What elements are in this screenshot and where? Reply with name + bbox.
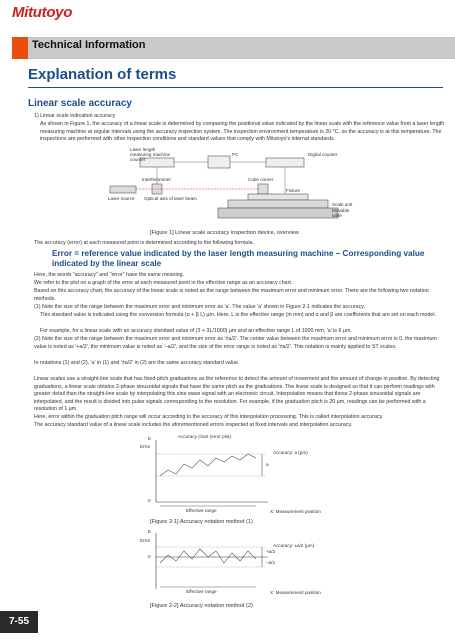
label-digital-counter: Digital counter <box>308 152 338 157</box>
label-laser-counter: Laser length measuring machine counter <box>130 147 171 162</box>
notation-2: (2) Note the size of the range between the maximum error and minimum error as '±a/2'. The center value between the maximum error and minimum error is 0, the maximum value is noted as '+a/2', the minimum value is noted as '–a/2', and the size of the error range is noted as '±a/2'. This notation is mainly applied to ST scales. <box>34 336 437 350</box>
pc-monitor <box>208 156 230 168</box>
fig21-effective-range: Effective range <box>186 508 217 513</box>
figure2-2 <box>138 529 368 601</box>
label-laser-source: Laser source <box>108 196 135 201</box>
figure2-1 <box>138 436 368 516</box>
figure2-2-plot <box>138 529 368 601</box>
fig22-y-axis-label: E <box>148 529 152 534</box>
notation-equivalence: In notations (1) and (2), 'a' in (1) and '±a/2' in (2) are the same accuracy standard value. <box>34 360 240 366</box>
intro-paragraph: As shown in Figure 1, the accuracy of a linear scale is determined by comparing the positional value indicated by the linear scale with the reference value from a laser length measuring machine at regular intervals using the accuracy inspection system. The inspection environment temperature is 20 °C, so the accuracy is at this temperature. The inspections are performed with other inspection conditions and standard values that comply with Mitutoyo's internal standards. <box>40 121 445 143</box>
notation-1-formula: This standard value is indicated using the conversion formula (α + β L) µm. Here, L is the effective range (in mm) and α and β are coefficients that are set on each model. <box>40 312 437 318</box>
fig22-x-axis-label: X: Measurement position <box>270 590 321 595</box>
fig22-accuracy-label: Accuracy: ±a/2 (µm) <box>273 543 315 548</box>
fig21-error-label: Error <box>140 444 151 449</box>
formula-intro: The accuracy (error) at each measured point is determined according to the following formula. <box>34 240 254 246</box>
label-scale-unit: Scale unit <box>332 202 353 207</box>
fig21-x-axis-label: X: Measurement position <box>270 509 321 514</box>
paragraph-accuracy-meaning: Here, the words "accuracy" and "error" have the same meaning. <box>34 272 185 278</box>
cube-corner-box <box>258 184 268 194</box>
accuracy-standard-paragraph: The accuracy standard value of a linear scale includes the aforementioned errors inspected at fixed intervals and interpolation accuracy. <box>34 422 353 428</box>
figure1-diagram <box>108 148 358 228</box>
title-divider <box>28 87 443 88</box>
movable-table-box <box>218 208 338 218</box>
interpolation-accuracy-paragraph: Here, error within the graduation pitch range will occur according to the accuracy of this interpolation processing. This is called interpolation accuracy. <box>34 414 384 420</box>
header-accent-tab <box>12 37 28 59</box>
fig21-error-curve <box>160 454 256 476</box>
fig22-effective-range: Effective range <box>186 589 217 594</box>
subsection-title: 1) Linear scale indication accuracy <box>34 113 116 119</box>
fig21-y-axis-label: E <box>148 436 152 441</box>
label-fixture: Fixture <box>286 188 301 193</box>
page-number: 7-55 <box>0 611 38 633</box>
laser-source-box <box>110 186 136 193</box>
header-section-label: Technical Information <box>32 39 146 51</box>
section-title: Linear scale accuracy <box>28 98 132 109</box>
digital-counter-box <box>266 158 304 167</box>
notation-1-example: For example, for a linear scale with an accuracy standard value of (3 + 3L/1000) µm and an effective range L of 1000 mm, 'a' is 6 µm. <box>40 328 352 334</box>
label-pc: PC <box>232 152 239 157</box>
page-title: Explanation of terms <box>28 66 177 83</box>
fig21-accuracy-label: Accuracy: a (µm) <box>273 450 308 455</box>
fig21-a-mark: a <box>266 462 269 467</box>
label-interferometer: Interferometer <box>142 177 171 182</box>
figure2-1-plot <box>138 436 368 516</box>
label-cube-corner: Cube corner <box>248 177 274 182</box>
fixture-box <box>248 194 308 200</box>
figure2-1-caption: [Figure 2-1] Accuracy notation method (1) <box>150 519 253 525</box>
fig22-error-label: Error <box>140 538 151 543</box>
error-formula: Error = reference value indicated by the laser length measuring machine – Corresponding value indicated by the linear scale <box>52 249 425 268</box>
fig22-minus-mark: –a/2 <box>266 560 275 565</box>
figure2-2-caption: [Figure 2-2] Accuracy notation method (2) <box>150 603 253 609</box>
label-movable-table: Movable table <box>332 208 350 218</box>
fig21-zero: 0 <box>148 498 151 503</box>
fig22-zero: 0 <box>148 554 151 559</box>
label-optical-axis: Optical axis of laser beam <box>144 196 197 201</box>
figure1-caption: [Figure 1] Linear scale accuracy inspection device, overview <box>150 230 299 236</box>
paragraph-accuracy-chart: We refer to the plot on a graph of the error at each measured point in the effective range as an accuracy chart. <box>34 280 293 286</box>
paragraph-notation-methods: Based on this accuracy chart, the accuracy of the linear scale is noted as the range between the maximum error and minimum error. There are the following two notation methods. <box>34 288 429 302</box>
notation-1: (1) Note the size of the range between the maximum error and minimum error as 'a'. The value 'a' shown in Figure 2-1 indicates the accuracy. <box>34 304 365 310</box>
fig22-error-curve <box>160 549 256 563</box>
scale-unit-box <box>228 200 328 208</box>
brand-logo: Mitutoyo <box>12 4 73 21</box>
fig21-chart-title: Accuracy chart (error plot) <box>178 434 232 439</box>
interpolation-paragraph: Linear scales use a straight-line scale that has fixed-pitch graduations as the reference to detect the amount of movement and the amount of change in position. By detecting graduations, a linear scale obtains 2-phase sinusoidal signals that have the same pitch as the graduations. The linear scale is designed so that it can perform readings with greater detail than the straight-line scale by interpolating this sine wave signal with an electronic circuit. Interpolation means that these 2-phase sinusoidal signals are interpolated, and the result is divided into pulse signals corresponding to the resolution. For example, if the graduation pitch is 20 µm, readings can be performed with a resolution of 1 µm. <box>34 376 440 413</box>
fig22-plus-mark: +a/2 <box>266 549 276 554</box>
